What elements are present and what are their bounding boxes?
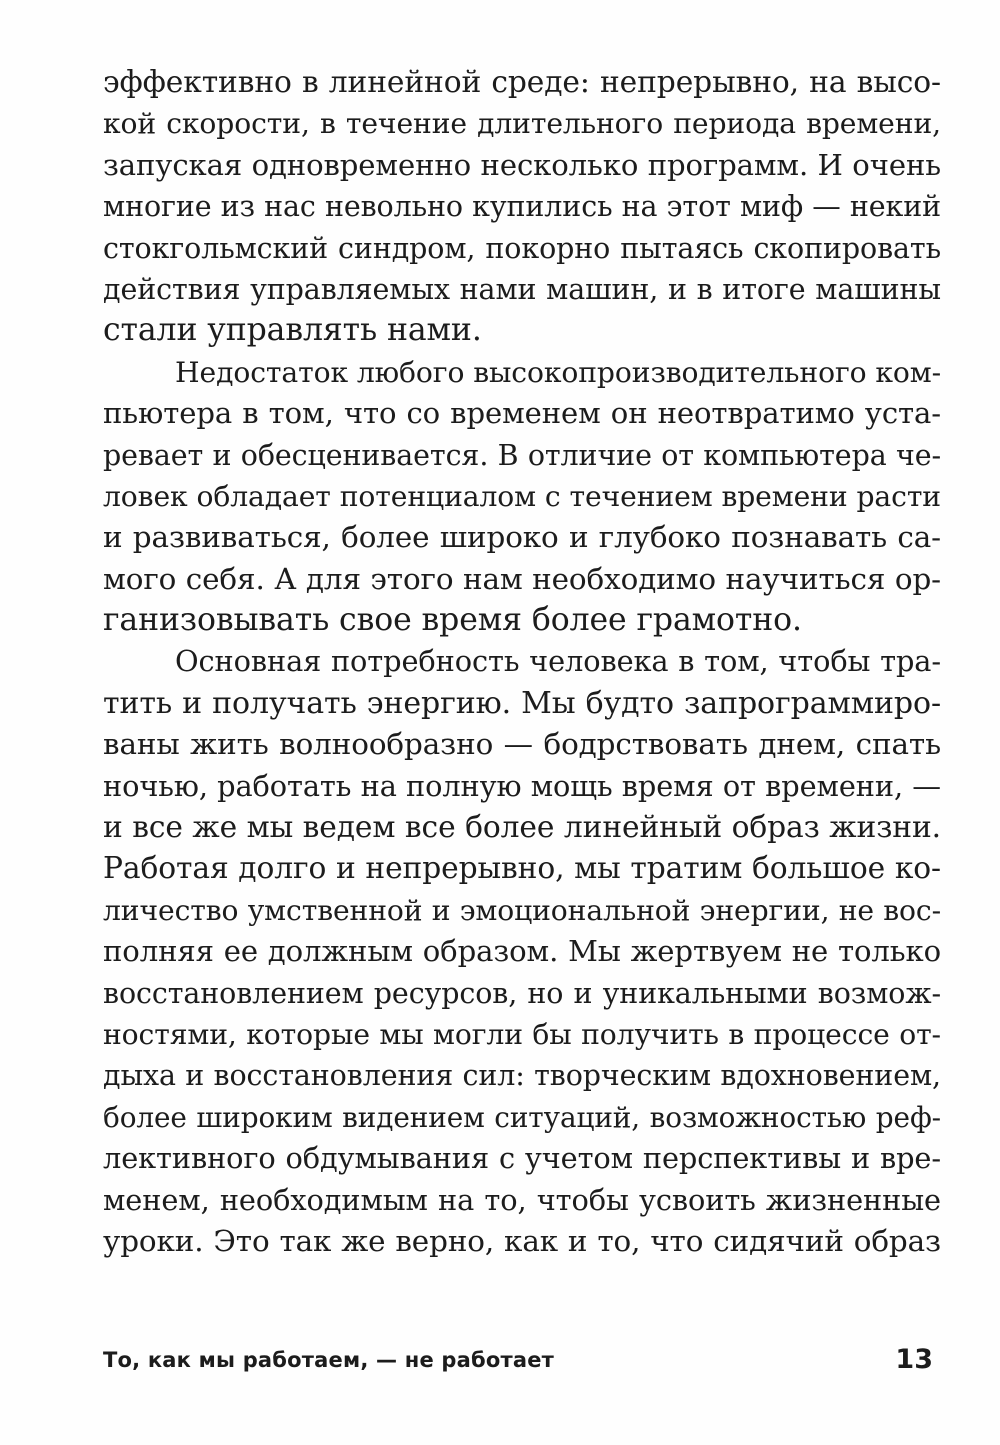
- text-line: стали управлять нами.: [103, 312, 482, 349]
- text-line: эффективно в линейной среде: непрерывно, на высо-: [103, 65, 941, 100]
- text-line: ревает и обесценивается. В отличие от компьютера че-: [103, 438, 941, 472]
- text-line: менем, необходимым на то, чтобы усвоить жизненные: [103, 1182, 941, 1217]
- text-line: более широким видением ситуаций, возможностью реф-: [103, 1100, 941, 1134]
- text-line: мого себя. А для этого нам необходимо научиться ор-: [103, 561, 941, 596]
- text-line: ностями, которые мы могли бы получить в процессе от-: [103, 1017, 941, 1051]
- text-line: ганизовывать свое время более грамотно.: [103, 602, 802, 639]
- text-line: Работая долго и непрерывно, мы тратим большое ко-: [103, 851, 941, 887]
- text-line: и все же мы ведем все более линейный образ жизни.: [103, 810, 941, 846]
- running-title: То, как мы работаем, — не работает: [103, 1348, 555, 1372]
- body-text: [103, 62, 941, 1262]
- text-line: ночью, работать на полную мощь время от времени, —: [103, 768, 941, 803]
- text-line: кой скорости, в течение длительного периода времени,: [103, 107, 941, 141]
- text-line: стокгольмский синдром, покорно пытаясь скопировать: [103, 231, 941, 265]
- page-footer: [103, 1344, 941, 1384]
- text-line: пьютера в том, что со временем он неотвратимо уста-: [103, 396, 941, 431]
- text-line: Недостаток любого высокопроизводительного ком-: [175, 355, 941, 389]
- text-line: лективного обдумывания с учетом перспективы и вре-: [103, 1141, 941, 1176]
- text-line: действия управляемых нами машин, и в итоге машины: [103, 272, 941, 306]
- text-line: Основная потребность человека в том, чтобы тра-: [175, 644, 941, 679]
- text-line: и развиваться, более широко и глубоко познавать са-: [103, 520, 941, 555]
- text-line: ваны жить волнообразно — бодрствовать днем, спать: [103, 727, 941, 762]
- text-line: многие из нас невольно купились на этот миф — некий: [103, 190, 941, 224]
- page-number: 13: [895, 1344, 933, 1375]
- text-line: дыха и восстановления сил: творческим вдохновением,: [103, 1059, 941, 1093]
- text-line: запуская одновременно несколько программ. И очень: [103, 147, 941, 182]
- text-line: восстановлением ресурсов, но и уникальными возмож-: [103, 976, 941, 1010]
- text-line: личество умственной и эмоциональной энергии, не вос-: [103, 893, 941, 927]
- text-line: уроки. Это так же верно, как и то, что сидячий образ: [103, 1223, 941, 1258]
- text-line: полняя ее должным образом. Мы жертвуем не только: [103, 934, 941, 969]
- text-line: тить и получать энергию. Мы будто запрограммиро-: [103, 685, 941, 721]
- text-line: ловек обладает потенциалом с течением времени расти: [103, 479, 941, 513]
